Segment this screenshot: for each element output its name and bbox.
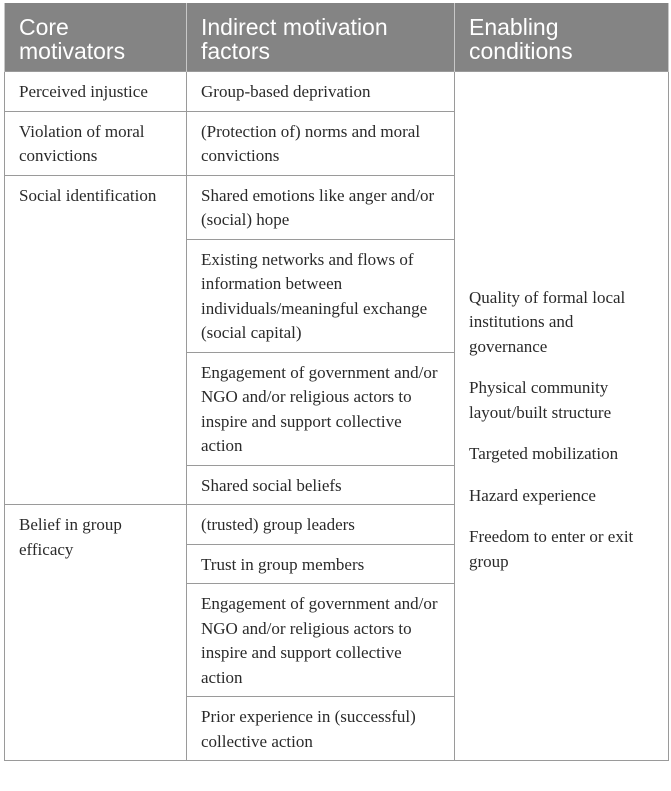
indirect-factor-cell: Engagement of government and/or NGO and/or religious actors to inspire and support collective action [187,352,455,465]
indirect-factor-cell: (Protection of) norms and moral convictions [187,111,455,175]
enabling-condition: Freedom to enter or exit group [469,527,634,571]
indirect-factor-cell: Shared emotions like anger and/or (social) hope [187,175,455,239]
core-motivator-cell: Violation of moral convictions [5,111,187,175]
header-enabling-conditions: Enabling conditions [455,3,669,72]
enabling-condition: Hazard experience [469,485,596,505]
table-header [5,3,669,72]
header-indirect-factors: Indirect motivation factors [187,3,455,72]
indirect-factor-cell: Trust in group members [187,544,455,584]
core-motivator-cell: Social identification [5,175,187,505]
enabling-condition: Quality of formal local institutions and governance [469,287,626,356]
core-motivator-cell: Belief in group efficacy [5,505,187,761]
indirect-factor-cell: Shared social beliefs [187,465,455,505]
header-row [5,3,669,72]
indirect-factor-cell: Group-based deprivation [187,72,455,112]
indirect-factor-cell: Engagement of government and/or NGO and/or religious actors to inspire and support collective action [187,584,455,697]
enabling-condition: Physical community layout/built structure [469,378,612,422]
core-motivator-cell: Perceived injustice [5,72,187,112]
enabling-condition: Targeted mobilization [469,444,619,464]
indirect-factor-cell: Prior experience in (successful) collective action [187,697,455,761]
enabling-conditions-cell [455,72,669,761]
table-body [5,72,669,761]
indirect-factor-cell: (trusted) group leaders [187,505,455,545]
indirect-factor-cell: Existing networks and flows of information between individuals/meaningful exchange (social capital) [187,239,455,352]
table-row [5,72,669,112]
header-core-motivators: Core motivators [5,3,187,72]
motivation-table [4,3,669,761]
